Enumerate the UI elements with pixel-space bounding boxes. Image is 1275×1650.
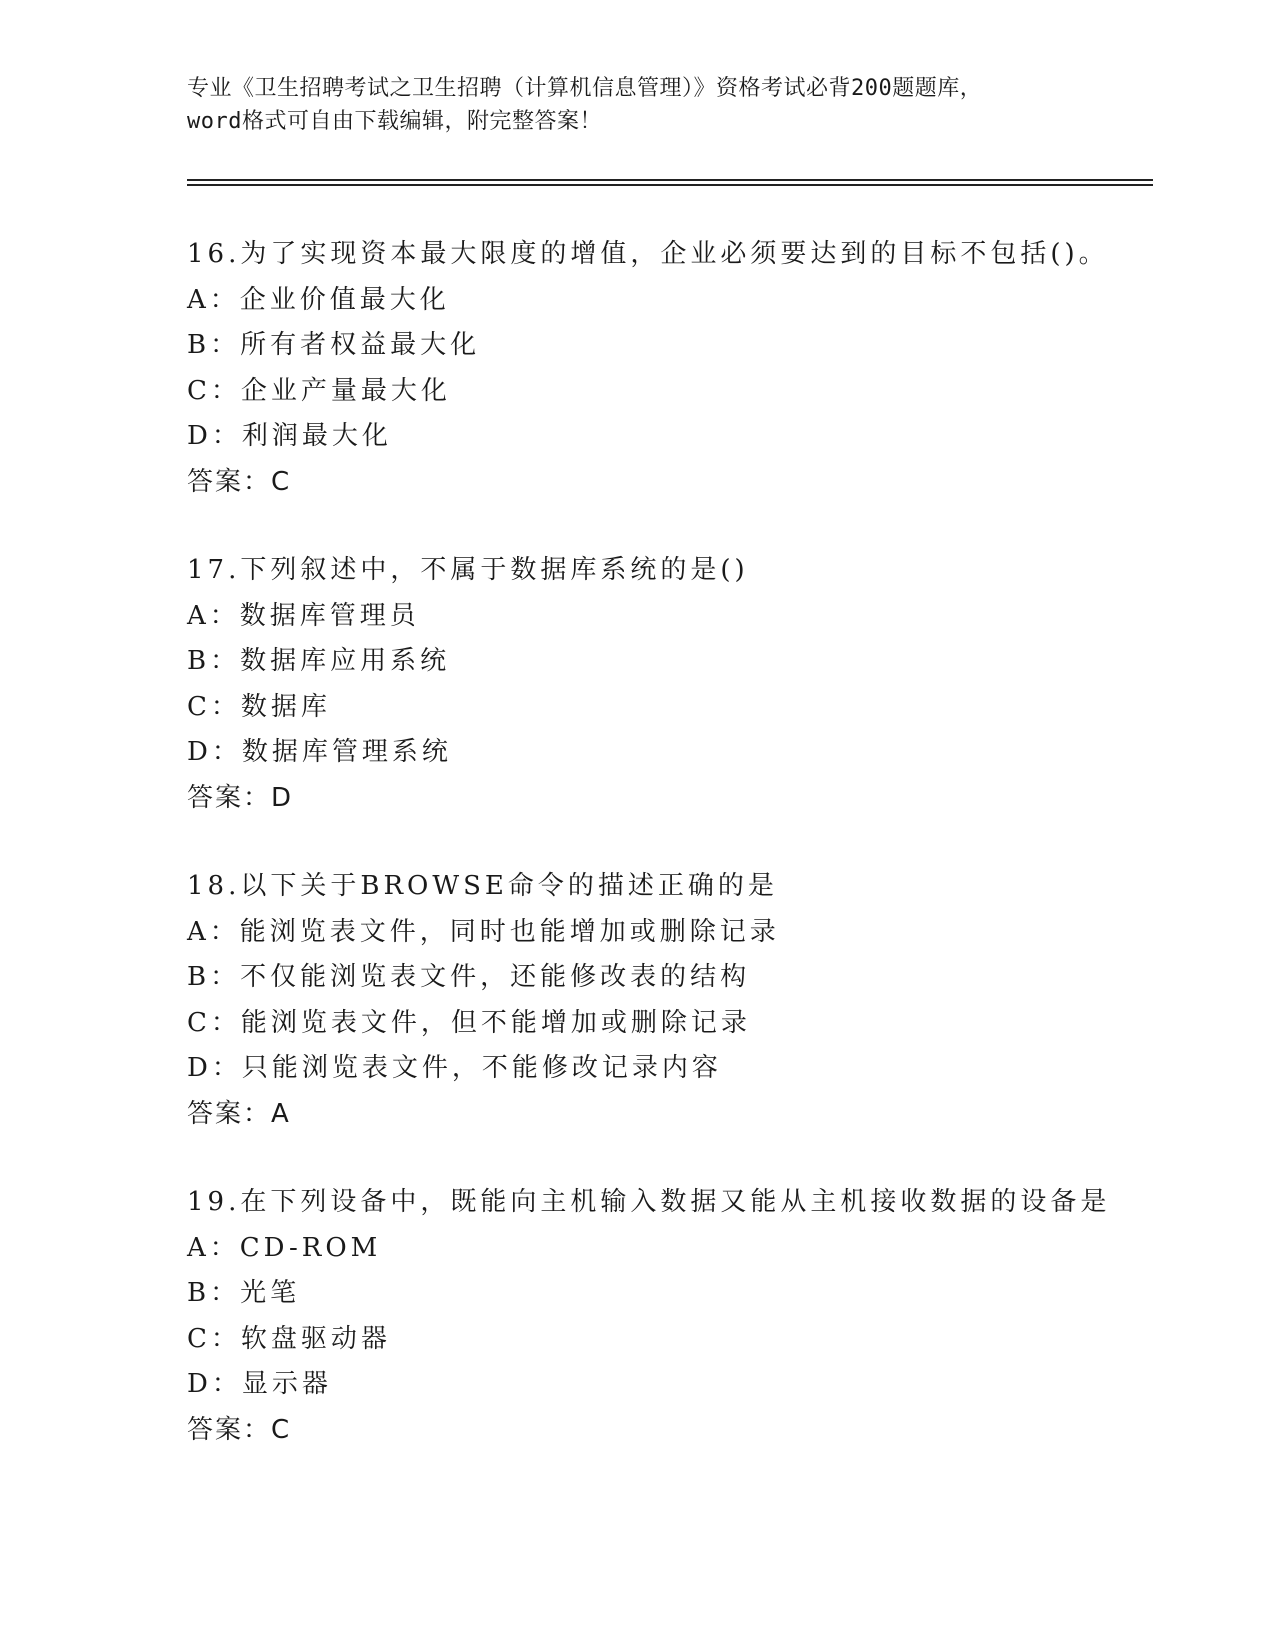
option-d: D：显示器: [187, 1369, 332, 1399]
question-17: [187, 548, 1187, 821]
document-header: [187, 72, 1087, 138]
option-a: A：企业价值最大化: [187, 284, 450, 315]
question-stem: 19.在下列设备中，既能向主机输入数据又能从主机接收数据的设备是: [187, 1187, 1111, 1217]
answer-line: 答案：A: [187, 1098, 291, 1129]
option-c: C：软盘驱动器: [187, 1323, 391, 1354]
option-a: A：能浏览表文件，同时也能增加或删除记录: [187, 916, 780, 947]
option-d: D：只能浏览表文件，不能修改记录内容: [187, 1053, 722, 1083]
option-b: B：所有者权益最大化: [187, 330, 481, 360]
question-stem: 16.为了实现资本最大限度的增值，企业必须要达到的目标不包括()。: [187, 239, 1109, 269]
question-18: [187, 864, 1187, 1137]
option-c: C：数据库: [187, 691, 331, 722]
option-d: D：利润最大化: [187, 421, 392, 451]
option-b: B：不仅能浏览表文件，还能修改表的结构: [187, 962, 751, 992]
option-a: A：数据库管理员: [187, 600, 420, 631]
question-16: [187, 232, 1187, 505]
header-divider-top: [187, 179, 1153, 181]
question-stem: 17.下列叙述中，不属于数据库系统的是(): [187, 555, 749, 585]
question-stem: 18.以下关于BROWSE命令的描述正确的是: [187, 871, 778, 901]
question-19: [187, 1180, 1187, 1453]
option-b: B：光笔: [187, 1278, 301, 1308]
option-c: C：企业产量最大化: [187, 375, 451, 406]
option-d: D：数据库管理系统: [187, 737, 452, 767]
option-a: A：CD-ROM: [187, 1232, 382, 1263]
answer-line: 答案：D: [187, 782, 294, 813]
header-title-line-2: word格式可自由下载编辑，附完整答案！: [187, 109, 602, 134]
header-title-line-1: 专业《卫生招聘考试之卫生招聘（计算机信息管理）》资格考试必背200题题库，: [187, 76, 983, 101]
answer-line: 答案：C: [187, 1414, 292, 1445]
option-c: C：能浏览表文件，但不能增加或删除记录: [187, 1007, 751, 1038]
answer-line: 答案：C: [187, 466, 292, 497]
header-divider-bottom: [187, 184, 1153, 186]
option-b: B：数据库应用系统: [187, 646, 451, 676]
